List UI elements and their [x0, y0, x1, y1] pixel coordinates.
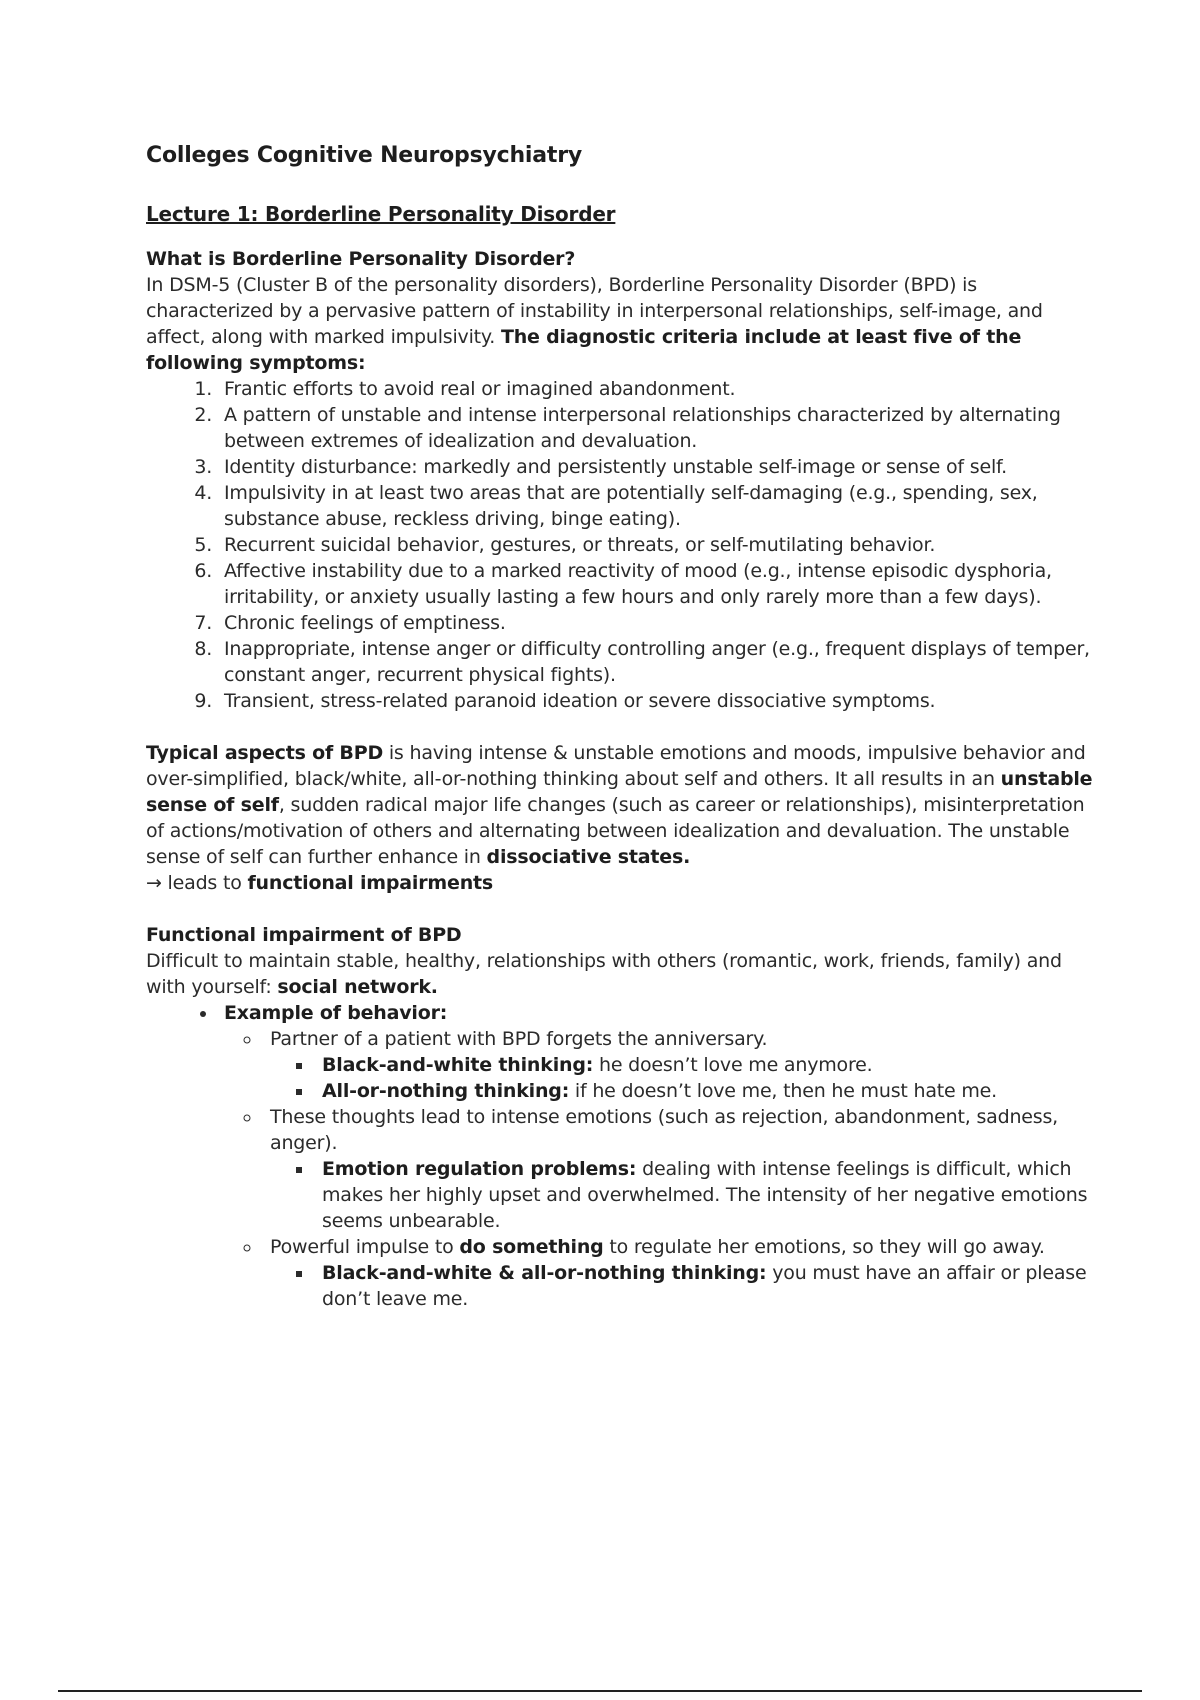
example-step	[262, 1234, 1096, 1312]
criterion-item: 8. Inappropriate, intense anger or difficulty controlling anger (e.g., frequent displays of temper, constant anger, recurrent physical fights).	[218, 636, 1096, 688]
diagnostic-criteria-lead: The diagnostic criteria include at least five of the following symptoms:	[146, 326, 1022, 374]
bpd-definition-text: In DSM-5 (Cluster B of the personality disorders), Borderline Personality Disorder (BPD) is characterized by a pervasive pattern of instability in interpersonal relationships, self-image, and affect, along with marked impulsivity.	[146, 274, 1043, 348]
example-label-item	[218, 1000, 1096, 1312]
bpd-definition-paragraph	[146, 272, 1096, 376]
leads-to-prefix: → leads to	[146, 872, 248, 894]
example-step-text: These thoughts lead to intense emotions (such as rejection, abandonment, sadness, anger).	[270, 1106, 1059, 1154]
substep-text: dealing with intense feelings is difficult, which makes her highly upset and overwhelmed. The intensity of her negative emotions seems unbearable.	[322, 1158, 1088, 1232]
typical-aspects-text-1: is having intense & unstable emotions and moods, impulsive behavior and over-simplified, black/white, all-or-nothing thinking about self and others. It all results in an	[146, 742, 1086, 790]
example-substep	[314, 1260, 1096, 1312]
criterion-item: 9. Transient, stress-related paranoid ideation or severe dissociative symptoms.	[218, 688, 1096, 714]
functional-impairment-paragraph	[146, 948, 1096, 1000]
unstable-sense-of-self: unstable sense of self	[146, 768, 1093, 816]
page-bottom-rule	[58, 1690, 1142, 1692]
example-step	[262, 1026, 1096, 1104]
diagnostic-criteria-list	[146, 376, 1096, 714]
criterion-item: 5. Recurrent suicidal behavior, gestures, or threats, or self-mutilating behavior.	[218, 532, 1096, 558]
document-title: Colleges Cognitive Neuropsychiatry	[146, 143, 583, 168]
document-page	[146, 140, 1096, 1312]
lecture-title: Lecture 1: Borderline Personality Disorder	[146, 202, 616, 226]
dissociative-states: dissociative states.	[486, 846, 691, 868]
substep-text: you must have an affair or please don’t leave me.	[322, 1262, 1087, 1310]
criterion-item: 7. Chronic feelings of emptiness.	[218, 610, 1096, 636]
do-something-term: do something	[459, 1236, 604, 1258]
social-network-term: social network.	[277, 976, 438, 998]
example-steps-list	[224, 1026, 1096, 1312]
criterion-item: 2. A pattern of unstable and intense interpersonal relationships characterized by alternating between extremes of idealization and devaluation.	[218, 402, 1096, 454]
substep-term: Black-and-white & all-or-nothing thinking:	[322, 1262, 767, 1284]
leads-to-line	[146, 870, 1096, 896]
criterion-item: 1. Frantic efforts to avoid real or imagined abandonment.	[218, 376, 1096, 402]
example-step-text: Powerful impulse to	[270, 1236, 460, 1258]
example-step-text: Partner of a patient with BPD forgets the anniversary.	[270, 1028, 768, 1050]
example-substeps	[270, 1260, 1096, 1312]
example-substep	[314, 1078, 1096, 1104]
example-substep	[314, 1156, 1096, 1234]
example-list	[146, 1000, 1096, 1312]
typical-aspects-text-2: , sudden radical major life changes (such as career or relationships), misinterpretation of actions/motivation of others and alternating between idealization and devaluation. The unstable sense of self can further enhance in	[146, 794, 1085, 868]
example-step-text-end: to regulate her emotions, so they will go away.	[603, 1236, 1045, 1258]
criterion-item: 4. Impulsivity in at least two areas that are potentially self-damaging (e.g., spending, sex, substance abuse, reckless driving, binge eating).	[218, 480, 1096, 532]
example-label: Example of behavior:	[224, 1002, 448, 1024]
typical-aspects-label: Typical aspects of BPD	[146, 742, 384, 764]
criterion-item: 3. Identity disturbance: markedly and persistently unstable self-image or sense of self.	[218, 454, 1096, 480]
criterion-item: 6. Affective instability due to a marked reactivity of mood (e.g., intense episodic dysphoria, irritability, or anxiety usually lasting a few hours and only rarely more than a few days).	[218, 558, 1096, 610]
functional-impairments-term: functional impairments	[247, 872, 494, 894]
example-substep	[314, 1052, 1096, 1078]
substep-term: Black-and-white thinking:	[322, 1054, 594, 1076]
substep-text: he doesn’t love me anymore.	[593, 1054, 873, 1076]
substep-term: All-or-nothing thinking:	[322, 1080, 570, 1102]
substep-text: if he doesn’t love me, then he must hate me.	[569, 1080, 997, 1102]
section-heading-functional-impairment: Functional impairment of BPD	[146, 924, 462, 946]
example-substeps	[270, 1156, 1096, 1234]
functional-impairment-text: Difficult to maintain stable, healthy, relationships with others (romantic, work, friends, family) and with yourself:	[146, 950, 1062, 998]
example-step	[262, 1104, 1096, 1234]
substep-term: Emotion regulation problems:	[322, 1158, 637, 1180]
example-substeps	[270, 1052, 1096, 1104]
typical-aspects-paragraph	[146, 740, 1096, 870]
section-heading-what-is-bpd: What is Borderline Personality Disorder?	[146, 248, 576, 270]
